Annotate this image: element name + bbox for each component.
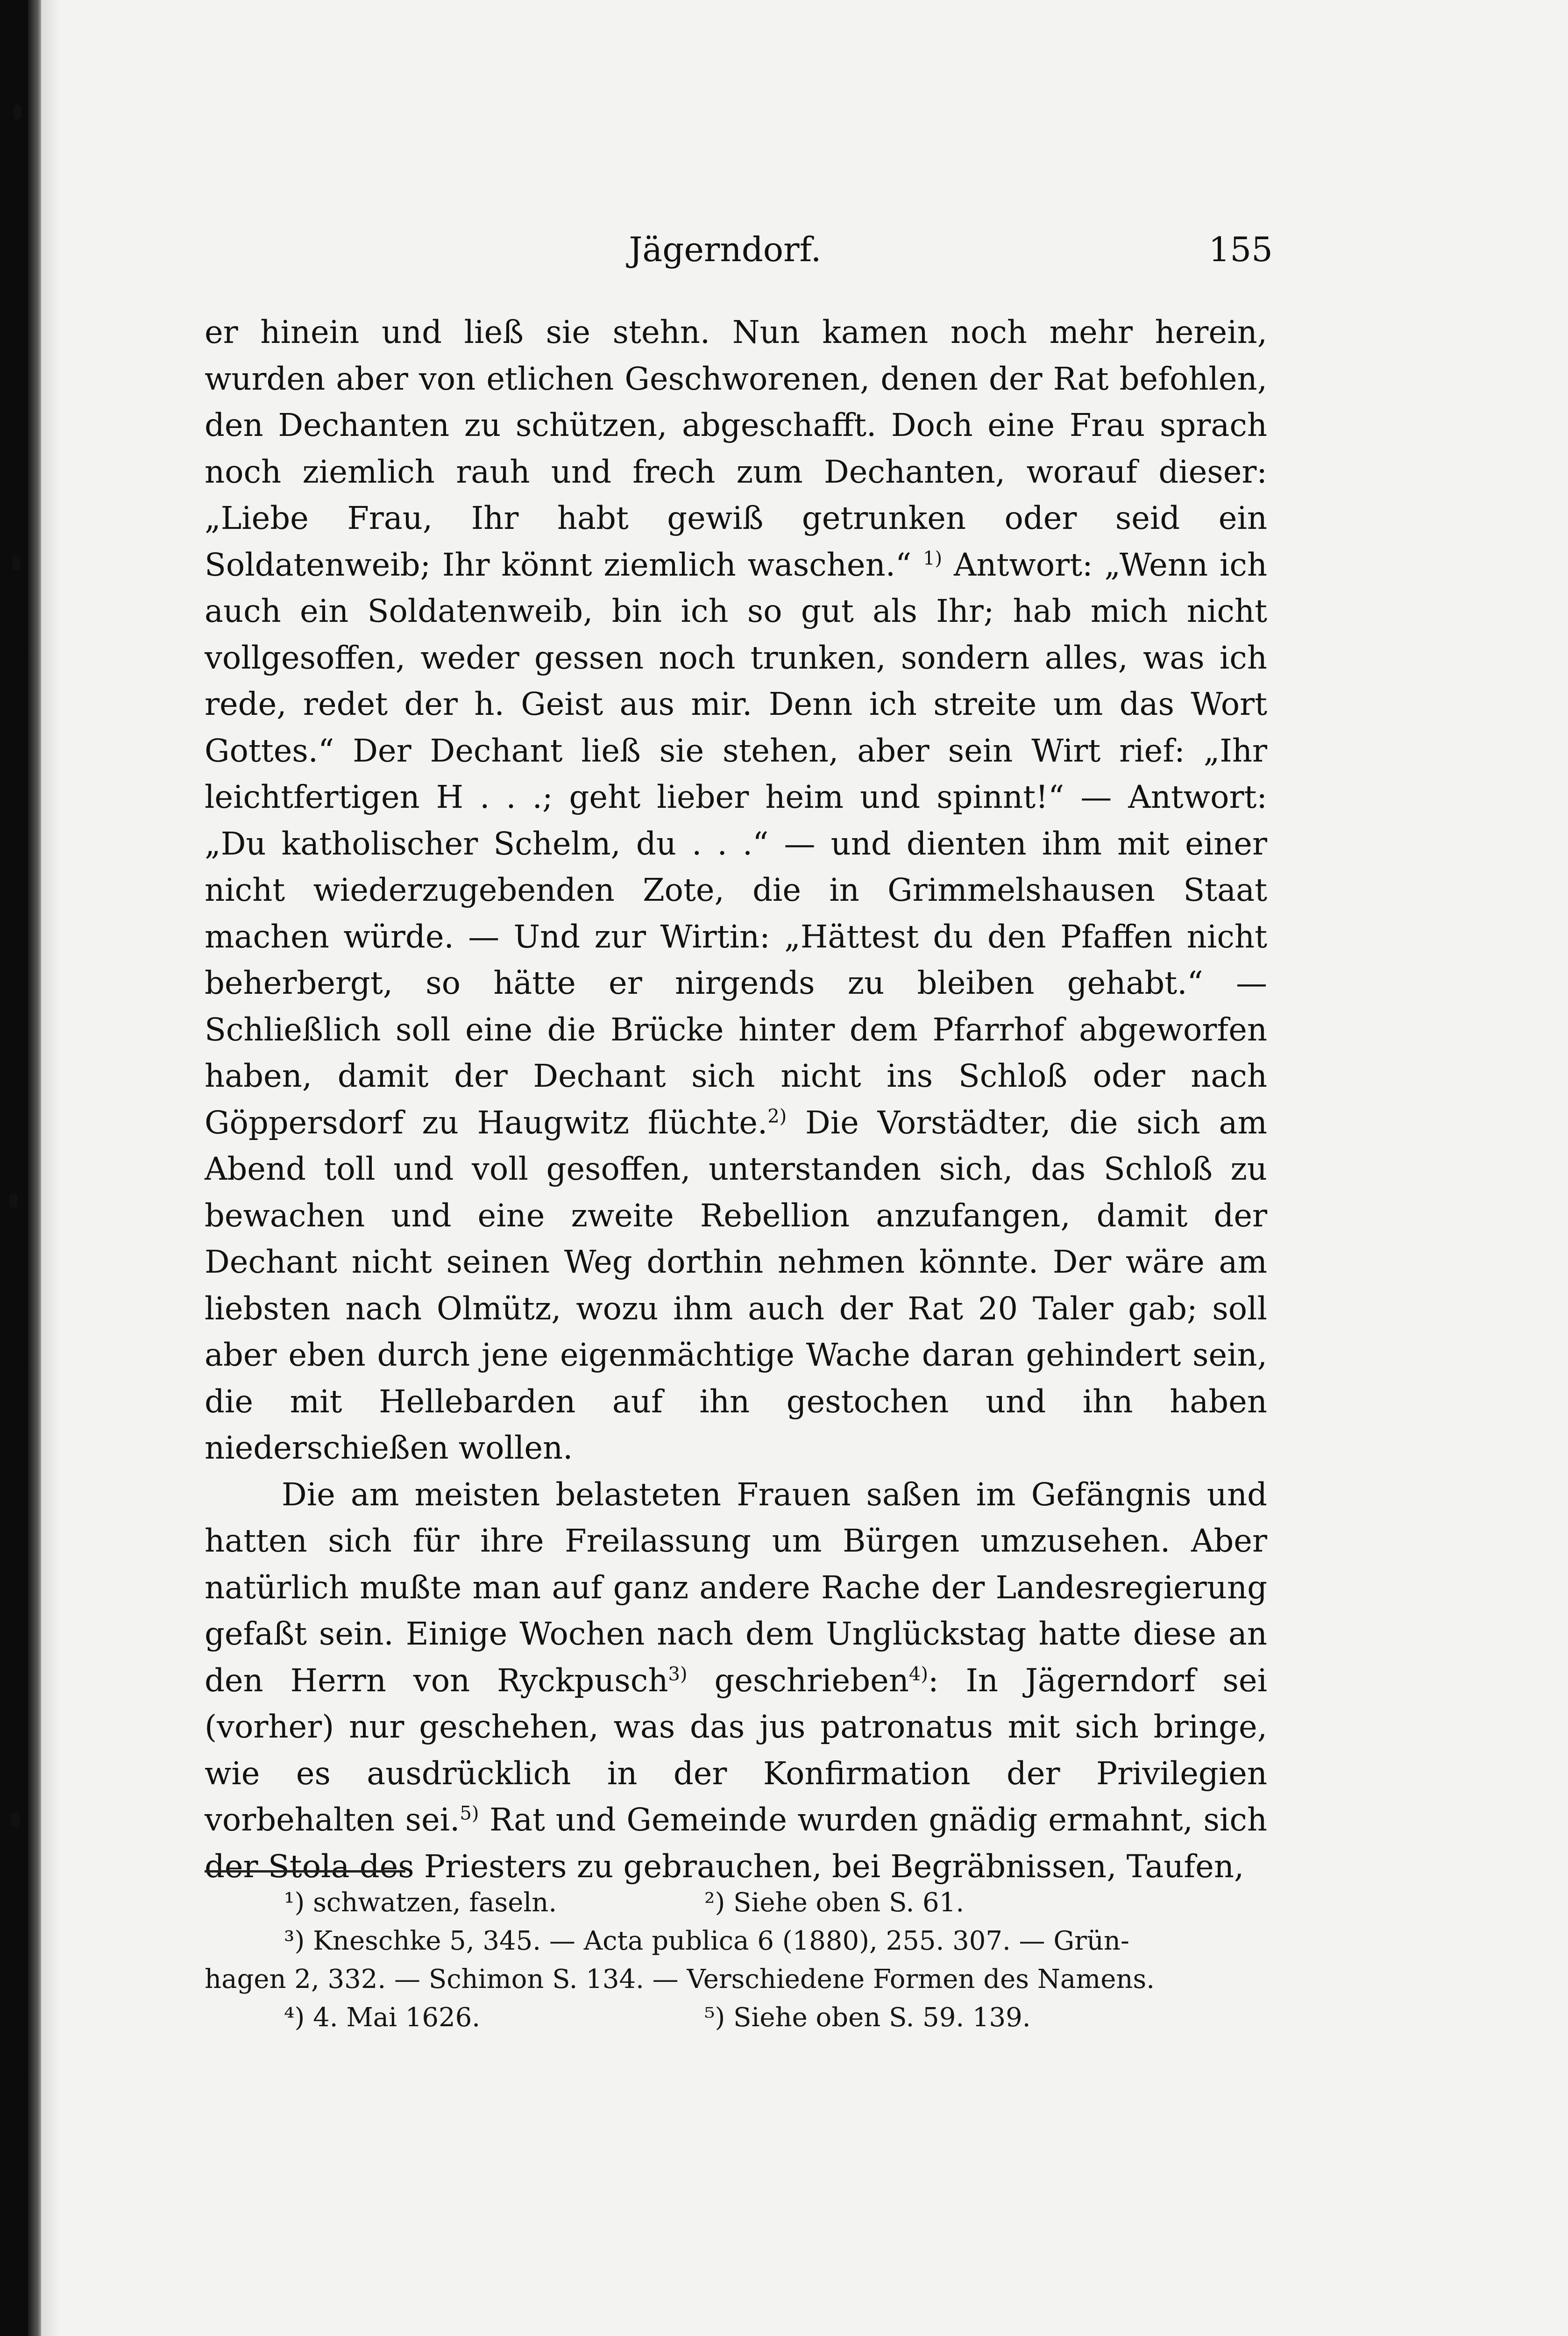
body-text-run: Rat und Gemeinde wurden gnädig ermahnt, sich der Stola des Priesters zu gebrauchen, bei Begräbnissen, Taufen,	[205, 1802, 1267, 1885]
body-text-run: er hinein und ließ sie stehn. Nun kamen noch mehr herein, wurden aber von etlichen Geschworenen, denen der Rat befohlen, den Dechanten zu schützen, abgeschafft. Doch eine Frau sprach noch ziemlich rauh und frech zum Dechanten, worauf dieser: „Liebe Frau, Ihr habt gewiß getrunken oder seid ein Soldatenweib; Ihr könnt ziemlich waschen.“	[205, 314, 1267, 583]
margin-mark	[12, 556, 21, 570]
footnote-reference: 1)	[923, 548, 943, 570]
footnote-2: ²) Siehe oben S. 61.	[704, 1887, 965, 1918]
body-text-run: Die am meisten belasteten Frauen saßen im Gefängnis und hatten sich für ihre Freilassung um Bürgen umzusehen. Aber natürlich mußte man auf ganz andere Rache der Landesregierung gefaßt sein. Einige Wochen nach dem Unglückstag hatte diese an den Herrn von Ryckpusch	[205, 1476, 1267, 1699]
footnote-reference: 5)	[460, 1802, 479, 1824]
footnote-4: ⁴) 4. Mai 1626.	[284, 2002, 481, 2033]
footnote-row	[205, 1884, 1267, 1922]
page-number: 155	[1208, 230, 1273, 269]
footnote-row	[205, 1999, 1267, 2037]
margin-mark	[11, 1813, 20, 1827]
running-head: Jägerndorf.	[629, 230, 822, 269]
margin-mark	[13, 105, 21, 119]
footnote-reference: 3)	[668, 1663, 688, 1685]
footnote-3-line-1: ³) Kneschke 5, 345. — Acta publica 6 (1880), 255. 307. — Grün-	[284, 1926, 1129, 1956]
footnote-5: ⁵) Siehe oben S. 59. 139.	[704, 2002, 1031, 2033]
footnote-rule	[205, 1870, 405, 1873]
body-text-run: Die Vorstädter, die sich am Abend toll und voll gesoffen, unterstanden sich, das Schloß zu bewachen und eine zweite Rebellion anzufangen, damit der Dechant nicht seinen Weg dorthin nehmen könnte. Der wäre am liebsten nach Olmütz, wozu ihm auch der Rat 20 Taler gab; soll aber eben durch jene eigenmächtige Wache daran gehindert sein, die mit Hellebarden auf ihn gestochen und ihn haben niederschießen wollen.	[205, 1104, 1267, 1466]
footnote-reference: 4)	[908, 1663, 928, 1685]
footnote-reference: 2)	[767, 1105, 787, 1127]
footnote-1: ¹) schwatzen, faseln.	[284, 1887, 557, 1918]
page-header	[177, 230, 1273, 281]
footnotes	[205, 1884, 1267, 2037]
body-text-run: : In Jägerndorf sei (vorher) nur geschehen, was das jus patronatus mit sich bringe, wie es ausdrücklich in der Konfirmation der Privilegien vorbehalten sei.	[205, 1662, 1267, 1838]
footnote-3-line-2: hagen 2, 332. — Schimon S. 134. — Verschiedene Formen des Namens.	[205, 1964, 1155, 1994]
body-paragraph	[205, 309, 1267, 1472]
footnote-3	[205, 1922, 1267, 1999]
body-paragraph	[205, 1472, 1267, 1890]
margin-mark	[9, 1194, 18, 1208]
body-text	[205, 309, 1267, 1890]
body-text-run: geschrieben	[687, 1662, 909, 1699]
body-text-run: Antwort: „Wenn ich auch ein Soldatenweib, bin ich so gut als Ihr; hab mich nicht vollgesoffen, weder gessen noch trunken, sondern alles, was ich rede, redet der h. Geist aus mir. Denn ich streite um das Wort Gottes.“ Der Dechant ließ sie stehen, aber sein Wirt rief: „Ihr leichtfertigen H . . .; geht lieber heim und spinnt!“ — Antwort: „Du katholischer Schelm, du . . .“ — und dienten ihm mit einer nicht wiederzugebenden Zote, die in Grimmelshausen Staat machen würde. — Und zur Wirtin: „Hättest du den Pfaffen nicht beherbergt, so hätte er nirgends zu bleiben gehabt.“ — Schließlich soll eine die Brücke hinter dem Pfarrhof abgeworfen haben, damit der Dechant sich nicht ins Schloß oder nach Göppersdorf zu Haugwitz flüchte.	[205, 546, 1267, 1141]
